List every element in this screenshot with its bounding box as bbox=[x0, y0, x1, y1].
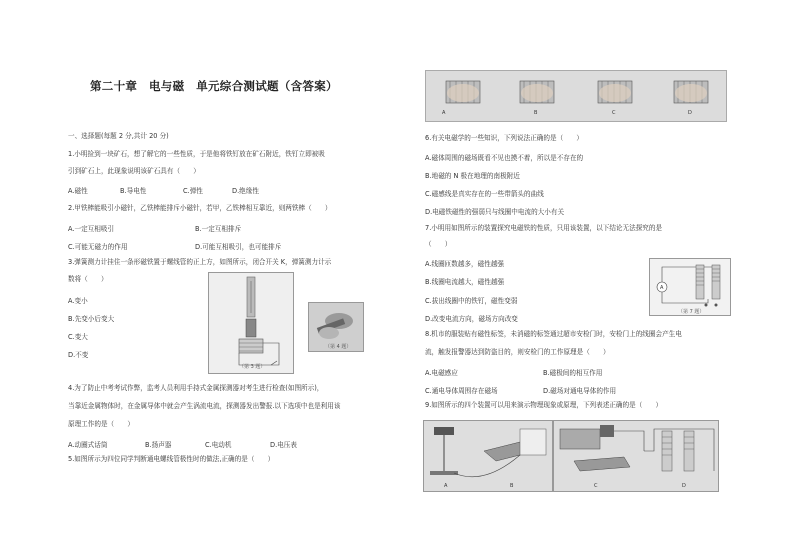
q1-text-line1: 1.小明捡到一块矿石，想了解它的一些性质，于是他将铁钉放在矿石附近，铁钉立即被吸 bbox=[68, 150, 325, 158]
q8-option-d: D.磁场对通电导体的作用 bbox=[543, 387, 617, 395]
q1-text-line2: 引到矿石上，此现象说明该矿石具有（ ） bbox=[68, 167, 200, 175]
q3-option-d: D.不变 bbox=[68, 351, 89, 359]
q2-option-d: D.可能互相吸引，也可能排斥 bbox=[195, 243, 282, 251]
q6-option-d: D.电磁铁磁性的强弱只与线圈中电流的大小有关 bbox=[425, 208, 565, 216]
q1-option-d: D.绝缘性 bbox=[232, 187, 259, 195]
figure-q5-option-b bbox=[506, 73, 568, 117]
svg-text:A: A bbox=[660, 285, 664, 291]
figure-q5-option-d bbox=[660, 73, 722, 117]
q8-text-line2: 流，触发报警器达到防盗目的，则安检门的工作原理是（ ） bbox=[425, 348, 610, 356]
figure-q9-label-a: A bbox=[444, 483, 448, 489]
q7-option-a: A.线圈匝数越多，磁性越强 bbox=[425, 260, 505, 268]
figure-q7-caption: （第 7 题） bbox=[678, 309, 705, 315]
q3-text-line2: 数将（ ） bbox=[68, 275, 108, 283]
q4-text-line3: 原理工作的是（ ） bbox=[68, 420, 134, 428]
q3-option-c: C.变大 bbox=[68, 333, 88, 341]
q4-option-b: B.扬声器 bbox=[145, 441, 172, 449]
q1-option-c: C.弹性 bbox=[183, 187, 203, 195]
q8-option-b: B.磁极间的相互作用 bbox=[543, 369, 603, 377]
figure-q4-metal-detector-photo bbox=[308, 302, 364, 352]
figure-q3-spring-scale-solenoid bbox=[208, 272, 294, 374]
figure-q7-electromagnet-setup bbox=[649, 258, 731, 316]
q2-option-a: A.一定互相吸引 bbox=[68, 225, 115, 233]
q4-option-c: C.电动机 bbox=[205, 441, 232, 449]
figure-q5-label-c: C bbox=[612, 110, 616, 116]
q4-option-d: D.电压表 bbox=[270, 441, 297, 449]
figure-q4-caption: （第 4 题） bbox=[325, 344, 352, 350]
q1-option-b: B.导电性 bbox=[120, 187, 147, 195]
section-heading: 一、选择题(每题 2 分,共计 20 分) bbox=[68, 132, 169, 140]
q7-option-c: C.拔出线圈中的铁钉，磁性变弱 bbox=[425, 297, 518, 305]
figure-q9-label-d: D bbox=[682, 483, 686, 489]
q4-text-line2: 当靠近金属物体时，在金属导体中就会产生涡流电流，探测器发出警报.以下选项中也是利用该 bbox=[68, 402, 341, 410]
figure-q5-label-b: B bbox=[534, 110, 538, 116]
q2-option-c: C.可能无磁力的作用 bbox=[68, 243, 128, 251]
figure-q5-label-a: A bbox=[442, 110, 446, 116]
q8-option-a: A.电磁感应 bbox=[425, 369, 458, 377]
figure-q9-label-c: C bbox=[594, 483, 598, 489]
q2-option-b: B.一定互相排斥 bbox=[195, 225, 242, 233]
q3-option-b: B.先变小后变大 bbox=[68, 315, 115, 323]
figure-q5-option-c bbox=[584, 73, 646, 117]
figure-q9-right bbox=[553, 420, 719, 492]
right-column bbox=[397, 0, 794, 560]
figure-q3-caption: （第 3 题） bbox=[239, 364, 266, 370]
q6-option-c: C.磁感线是真实存在的一些带箭头的曲线 bbox=[425, 190, 544, 198]
q6-option-b: B.地磁的 N 极在地理的南极附近 bbox=[425, 172, 520, 180]
q2-text-line1: 2.甲铁棒能吸引小磁针，乙铁棒能排斥小磁针，若甲，乙铁棒相互靠近，则两铁棒（ ） bbox=[68, 204, 332, 212]
q8-option-c: C.通电导体周围存在磁场 bbox=[425, 387, 498, 395]
q7-text-line1: 7.小明用如图所示的装置探究电磁铁的性质，只用该装置，以下结论无法探究的是 bbox=[425, 224, 663, 232]
q4-option-a: A.动圈式话筒 bbox=[68, 441, 108, 449]
q7-option-b: B.线圈电流越大，磁性越强 bbox=[425, 278, 505, 286]
q9-text-line1: 9.如图所示的四个装置可以用来演示物理现象或原理，下列表述正确的是（ ） bbox=[425, 401, 663, 409]
q1-option-a: A.磁性 bbox=[68, 187, 88, 195]
q8-text-line1: 8.机市的服装贴有磁性标签，未消磁的标签通过超市安检门时，安检门上的线圈会产生电 bbox=[425, 330, 682, 338]
q6-option-a: A.磁体周围的磁场既看不见也摸不着，所以是不存在的 bbox=[425, 154, 584, 162]
q6-text-line1: 6.有关电磁学的一些知识，下列说法正确的是（ ） bbox=[425, 134, 583, 142]
q5-text-line1: 5.如图所示为四位同学判断通电螺线管极性时的做法,正确的是（ ） bbox=[68, 455, 275, 463]
figure-q5-hand-solenoids bbox=[425, 70, 727, 122]
figure-q9-left bbox=[423, 420, 553, 492]
figure-q9-label-b: B bbox=[510, 483, 514, 489]
q3-text-line1: 3.弹簧测力计挂住一条形磁铁置于螺线管的正上方，如图所示，闭合开关 K，弹簧测力计示 bbox=[68, 258, 332, 266]
page-title: 第二十章 电与磁 单元综合测试题（含答案） bbox=[90, 79, 338, 93]
figure-q5-option-a bbox=[432, 73, 494, 117]
q7-text-line2: （ ） bbox=[425, 240, 452, 248]
figure-q5-label-d: D bbox=[688, 110, 692, 116]
q4-text-line1: 4.为了防止中考考试作弊，监考人员利用手持式金属探测器对考生进行检查(如图所示)， bbox=[68, 384, 324, 392]
q7-option-d: D.改变电流方向，磁场方向改变 bbox=[425, 315, 518, 323]
q3-option-a: A.变小 bbox=[68, 297, 88, 305]
